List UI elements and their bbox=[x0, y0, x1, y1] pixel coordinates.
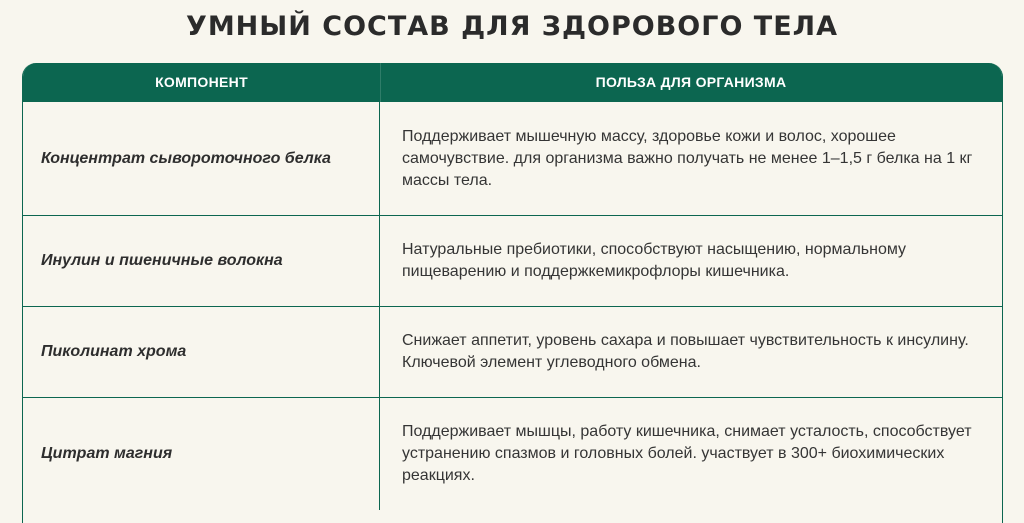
table-row bbox=[23, 307, 1002, 398]
table-header bbox=[23, 63, 1002, 102]
benefit-cell bbox=[380, 307, 1002, 397]
table-row bbox=[23, 102, 1002, 216]
benefit-cell bbox=[380, 102, 1002, 215]
component-cell: Инулин и пшеничные волокна bbox=[23, 216, 380, 306]
benefit-text: Поддерживает мышечную массу, здоровье кожи и волос, хорошее самочувствие. для организма важно получать не менее 1–1,5 г белка на 1 кг массы тела. bbox=[402, 127, 973, 189]
component-cell: Цитрат магния bbox=[23, 398, 380, 510]
table-row bbox=[23, 216, 1002, 307]
component-cell: Пиколинат хрома bbox=[23, 307, 380, 397]
benefit-cell bbox=[380, 398, 1002, 510]
benefit-text: Натуральные пребиотики, способствуют насыщению, нормальному пищеварению и поддержкемикрофлоры кишечника. bbox=[402, 241, 907, 280]
page-title: УМНЫЙ СОСТАВ ДЛЯ ЗДОРОВОГО ТЕЛА bbox=[186, 11, 838, 42]
benefit-text: Поддерживает мышцы, работу кишечника, снимает усталость, способствует устранению спазмов и головных болей. участвует в 300+ биохимических реакциях. bbox=[402, 423, 972, 484]
component-cell: Концентрат сывороточного белка bbox=[23, 102, 380, 215]
benefit-text: Снижает аппетит, уровень сахара и повышает чувствительность к инсулину. Ключевой элемент углеводного обмена. bbox=[402, 332, 969, 371]
benefit-cell bbox=[380, 216, 1002, 306]
header-benefit: ПОЛЬЗА ДЛЯ ОРГАНИЗМА bbox=[595, 74, 787, 90]
table-row bbox=[23, 398, 1002, 523]
composition-table bbox=[22, 63, 1003, 523]
header-component: КОМПОНЕНТ bbox=[23, 63, 381, 102]
